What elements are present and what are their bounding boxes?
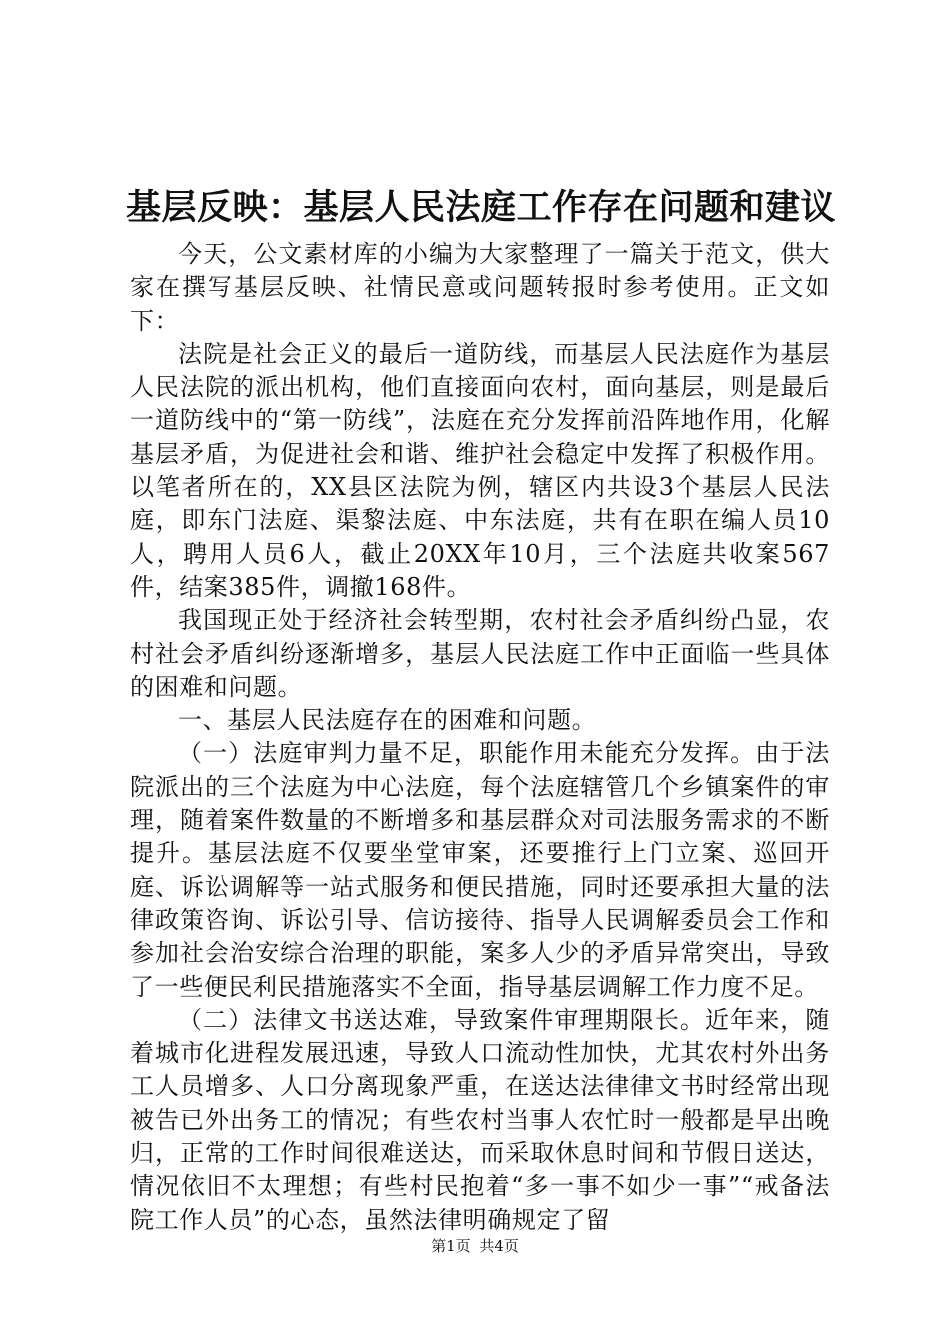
paragraph-problem-1: （一）法庭审判力量不足，职能作用未能充分发挥。由于法院派出的三个法庭为中心法庭，每个法庭辖管几个乡镇案件的审理，随着案件数量的不断增多和基层群众对司法服务需求的不断提升。基层法庭不仅要坐堂审案，还要推行上门立案、巡回开庭、诉讼调解等一站式服务和便民措施，同时还要承担大量的法律政策咨询、诉讼引导、信访接待、指导人民调解委员会工作和参加社会治安综合治理的职能，案多人少的矛盾异常突出，导致了一些便民利民措施落实不全面，指导基层调解工作力度不足。 [130,739,830,1001]
page-number: 第1页 [431,1237,471,1255]
page-total: 共4页 [479,1237,519,1255]
document-body [130,238,830,1237]
page-footer [0,1236,950,1256]
section-heading-problems: 一、基层人民法庭存在的困难和问题。 [178,706,597,735]
paragraph-background: 我国现正处于经济社会转型期，农村社会矛盾纠纷凸显，农村社会矛盾纠纷逐渐增多，基层人民法庭工作中正面临一些具体的困难和问题。 [130,606,830,701]
paragraph-court-overview: 法院是社会正义的最后一道防线，而基层人民法庭作为基层人民法院的派出机构，他们直接面向农村，面向基层，则是最后一道防线中的“第一防线”，法庭在充分发挥前沿阵地作用，化解基层矛盾，为促进社会和谐、维护社会稳定中发挥了积极作用。以笔者所在的，XX县区法院为例，辖区内共设3个基层人民法庭，即东门法庭、渠黎法庭、中东法庭，共有在职在编人员10人，聘用人员6人，截止20XX年10月，三个法庭共收案567件，结案385件，调撤168件。 [130,339,830,601]
document-title: 基层反映：基层人民法庭工作存在问题和建议 [126,187,837,228]
paragraph-intro: 今天，公文素材库的小编为大家整理了一篇关于范文，供大家在撰写基层反映、社情民意或问题转报时参考使用。正文如下： [130,240,830,335]
paragraph-problem-2: （二）法律文书送达难，导致案件审理期限长。近年来，随着城市化进程发展迅速，导致人口流动性加快，尤其农村外出务工人员增多、人口分离现象严重，在送达法律律文书时经常出现被告已外出务工的情况；有些农村当事人农忙时一般都是早出晚归，正常的工作时间很难送达，而采取休息时间和节假日送达，情况依旧不太理想；有些村民抱着“多一事不如少一事”“戒备法院工作人员”的心态，虽然法律明确规定了留 [130,1005,830,1234]
